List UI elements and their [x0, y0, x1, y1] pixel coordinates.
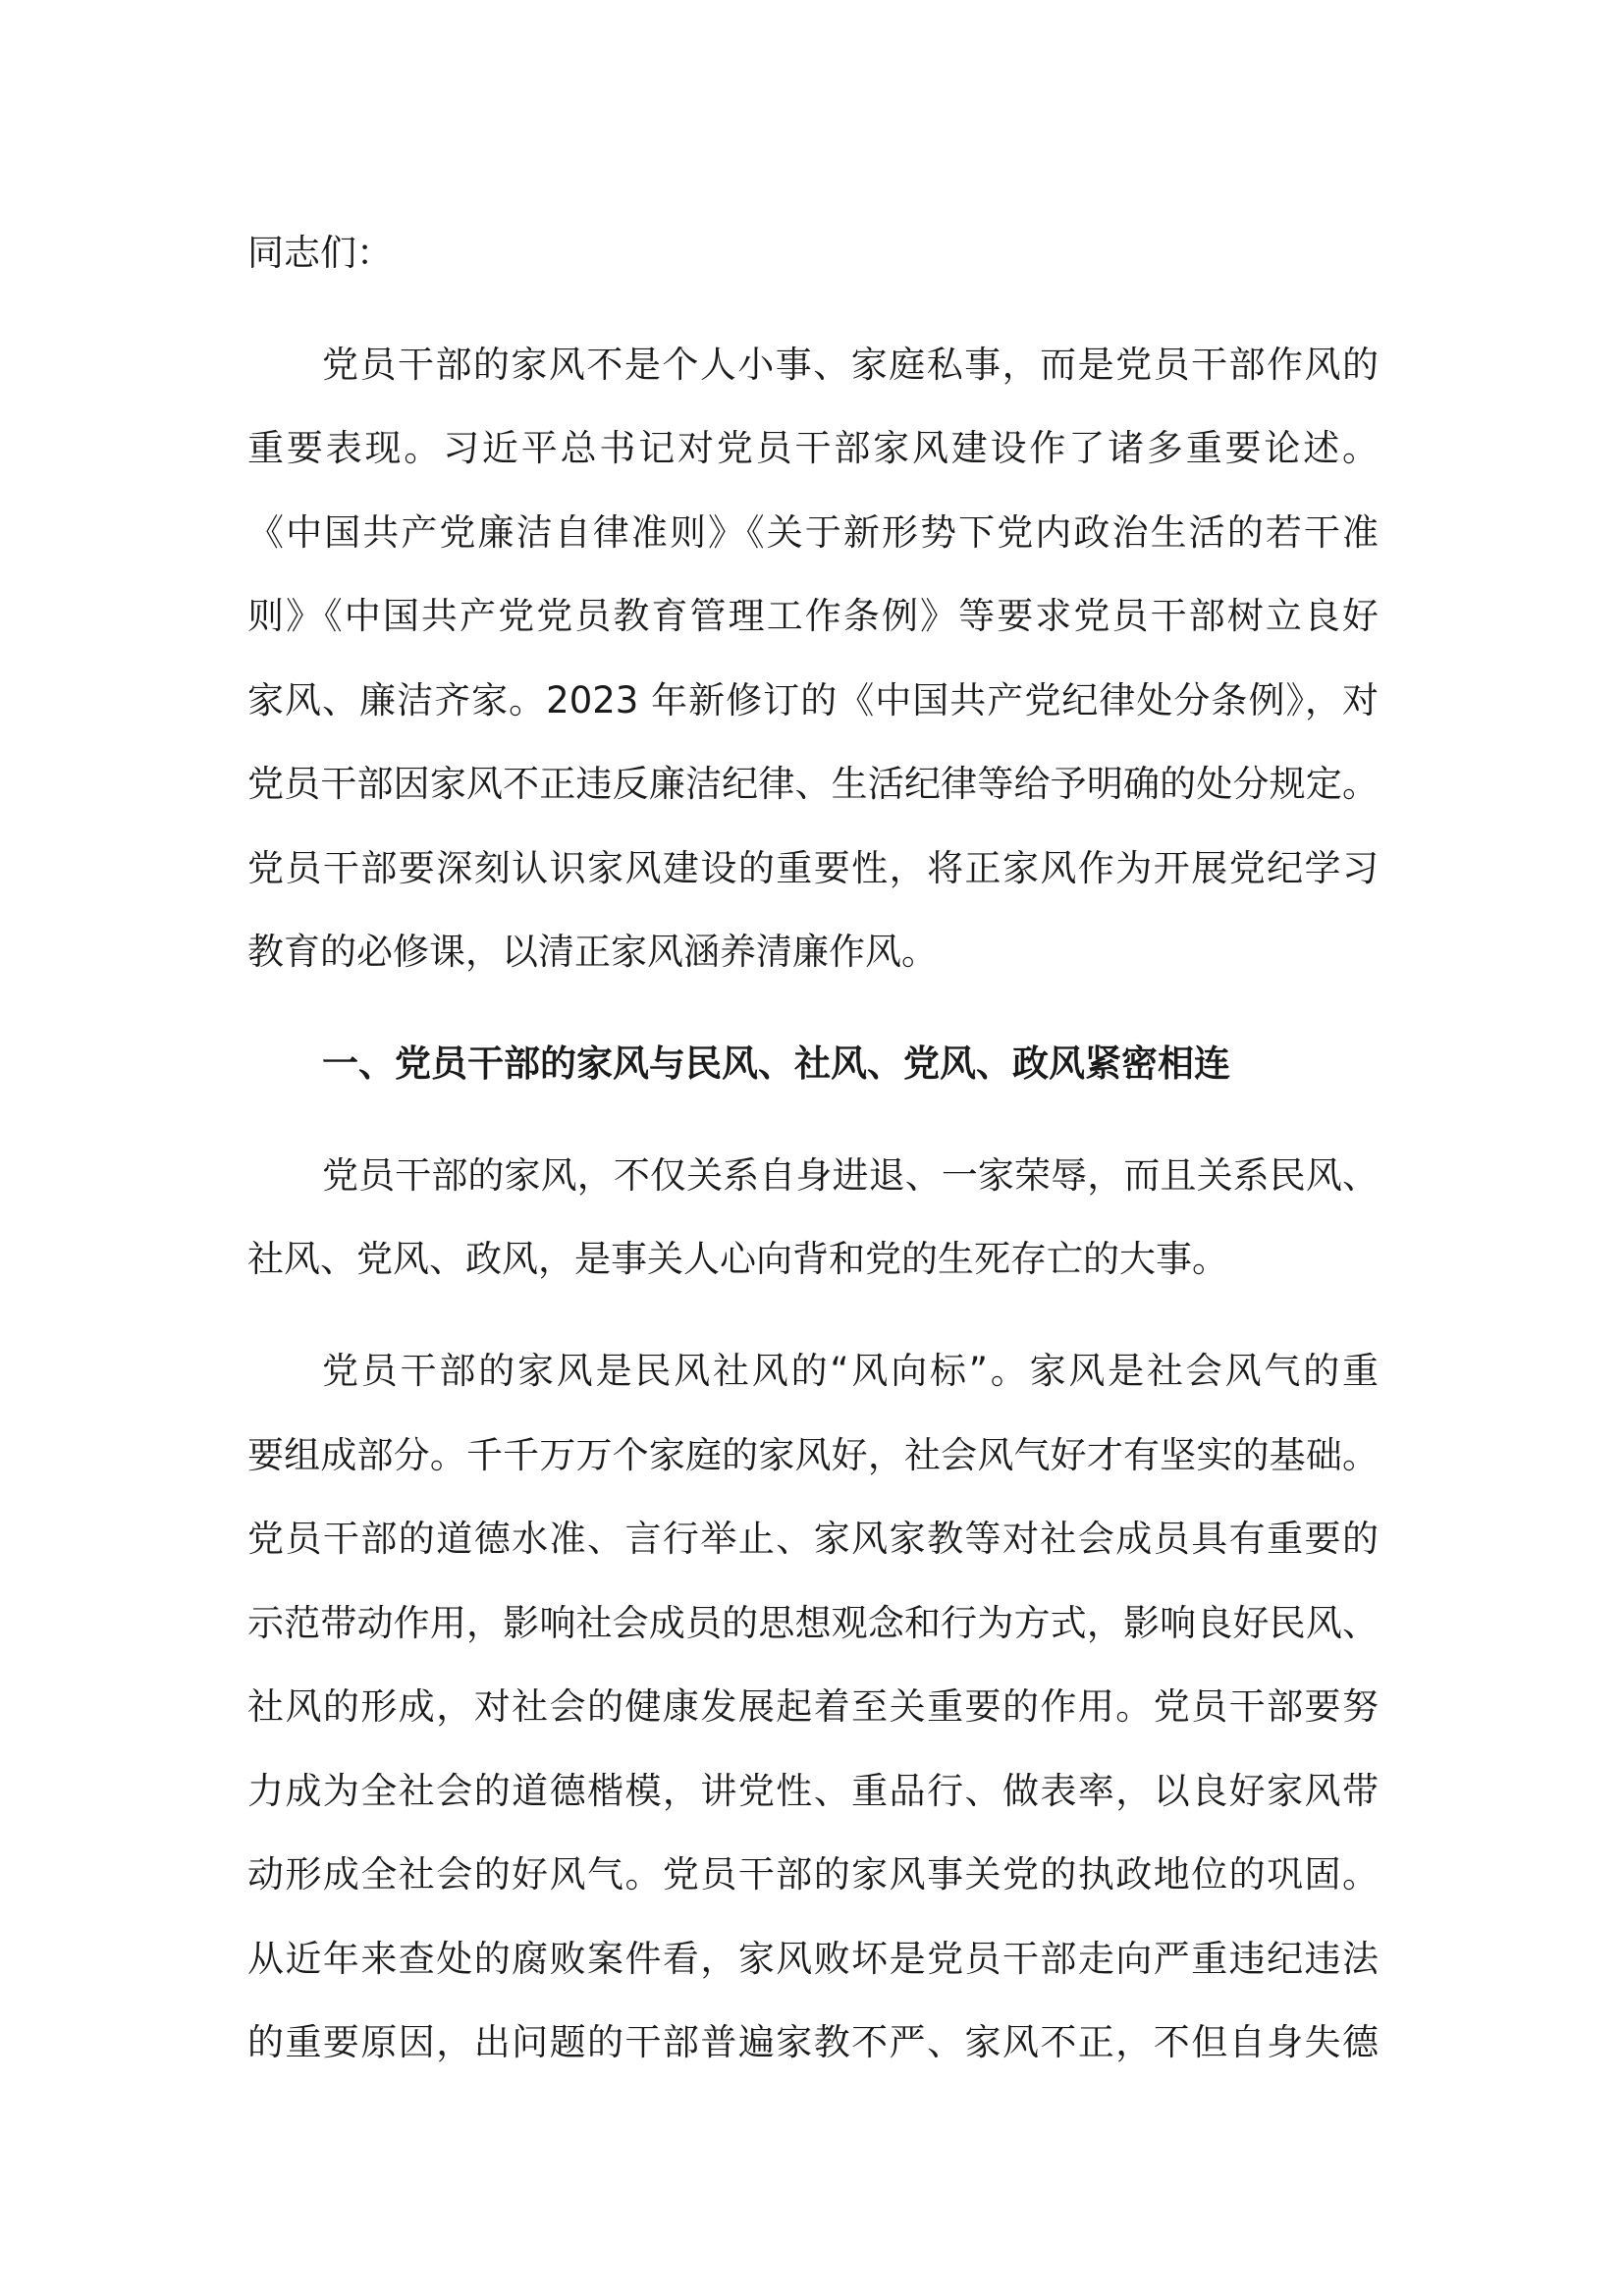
- paragraph-line: 要组成部分。千千万万个家庭的家风好，社会风气好才有坚实的基础。: [247, 1434, 1379, 1476]
- paragraph-line: 党员干部的家风，不仅关系自身进退、一家荣辱，而且关系民风、: [322, 1154, 1379, 1197]
- section-heading: 一、党员干部的家风与民风、社风、党风、政风紧密相连: [322, 1042, 1230, 1085]
- paragraph-line: 党员干部的道德水准、言行举止、家风家教等对社会成员具有重要的: [247, 1518, 1379, 1560]
- paragraph-line: 的重要原因，出问题的干部普遍家教不严、家风不正，不但自身失德: [247, 2021, 1379, 2063]
- intro-line: 教育的必修课，以清正家风涵养清廉作风。: [247, 931, 938, 973]
- intro-line: 党员干部的家风不是个人小事、家庭私事，而是党员干部作风的: [322, 344, 1379, 386]
- intro-line: 则》《中国共产党党员教育管理工作条例》等要求党员干部树立良好: [247, 595, 1379, 637]
- intro-line: 《中国共产党廉洁自律准则》《关于新形势下党内政治生活的若干准: [247, 511, 1379, 554]
- intro-line: 重要表现。习近平总书记对党员干部家风建设作了诸多重要论述。: [247, 427, 1379, 469]
- paragraph-line: 社风、党风、政风，是事关人心向背和党的生死存亡的大事。: [247, 1238, 1228, 1280]
- intro-line: 家风、廉洁齐家。2023 年新修订的《中国共产党纪律处分条例》，对: [247, 679, 1379, 721]
- paragraph-line: 社风的形成，对社会的健康发展起着至关重要的作用。党员干部要努: [247, 1685, 1379, 1728]
- paragraph-line: 动形成全社会的好风气。党员干部的家风事关党的执政地位的巩固。: [247, 1853, 1379, 1896]
- paragraph-line: 从近年来查处的腐败案件看，家风败坏是党员干部走向严重违纪违法: [247, 1938, 1379, 1980]
- paragraph-line: 示范带动作用，影响社会成员的思想观念和行为方式，影响良好民风、: [247, 1602, 1379, 1644]
- salutation: 同志们：: [247, 232, 393, 274]
- intro-line: 党员干部因家风不正违反廉洁纪律、生活纪律等给予明确的处分规定。: [247, 763, 1379, 805]
- intro-line: 党员干部要深刻认识家风建设的重要性，将正家风作为开展党纪学习: [247, 847, 1379, 889]
- paragraph-line: 党员干部的家风是民风社风的“风向标”。家风是社会风气的重: [322, 1350, 1379, 1392]
- paragraph-line: 力成为全社会的道德楷模，讲党性、重品行、做表率，以良好家风带: [247, 1770, 1379, 1812]
